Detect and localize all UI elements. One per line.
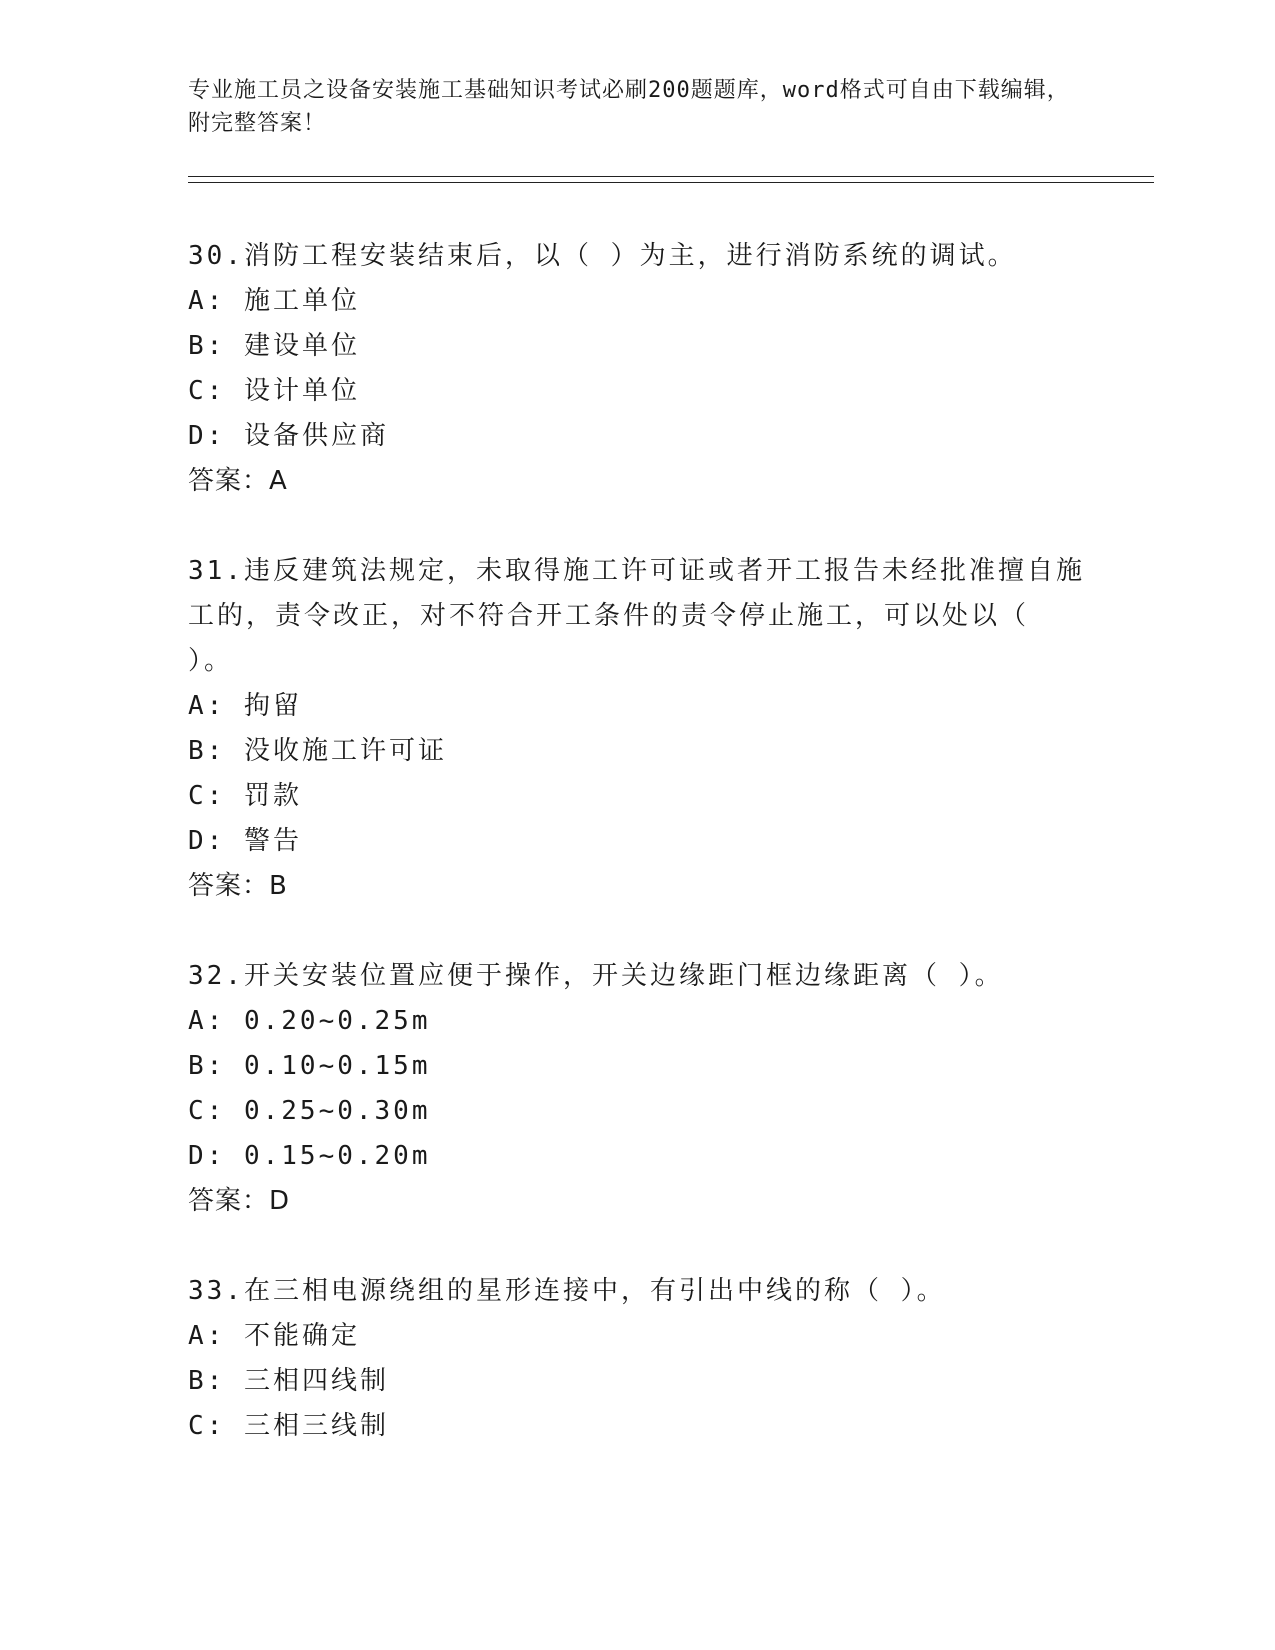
answer: 答案：B <box>188 871 288 901</box>
option-b: B: 建设单位 <box>188 331 360 361</box>
option-a: A: 拘留 <box>188 691 302 721</box>
question-30 <box>188 234 1088 504</box>
question-stem: 30.消防工程安装结束后，以（ ）为主，进行消防系统的调试。 <box>188 241 1017 271</box>
question-stem: 33.在三相电源绕组的星形连接中，有引出中线的称（ ）。 <box>188 1276 946 1306</box>
option-c: C: 0.25~0.30m <box>188 1096 431 1126</box>
question-31 <box>188 549 1088 909</box>
option-a: A: 不能确定 <box>188 1321 360 1351</box>
header-divider-top <box>188 176 1154 177</box>
option-a: A: 0.20~0.25m <box>188 1006 431 1036</box>
answer: 答案：D <box>188 1186 291 1216</box>
option-b: B: 没收施工许可证 <box>188 736 447 766</box>
option-d: D: 0.15~0.20m <box>188 1141 431 1171</box>
question-stem: 31.违反建筑法规定，未取得施工许可证或者开工报告未经批准擅自施工的，责令改正，对不符合开工条件的责令停止施工，可以处以（ ）。 <box>188 556 1085 676</box>
question-33 <box>188 1269 1088 1449</box>
option-b: B: 0.10~0.15m <box>188 1051 431 1081</box>
header-divider-bottom <box>188 182 1154 183</box>
question-32 <box>188 954 1088 1224</box>
question-stem: 32.开关安装位置应便于操作，开关边缘距门框边缘距离（ ）。 <box>188 961 1004 991</box>
option-c: C: 设计单位 <box>188 376 360 406</box>
answer: 答案：A <box>188 466 288 496</box>
option-d: D: 警告 <box>188 826 302 856</box>
document-title: 专业施工员之设备安装施工基础知识考试必刷200题题库，word格式可自由下载编辑，附完整答案！ <box>188 78 1070 136</box>
option-c: C: 罚款 <box>188 781 302 811</box>
question-list <box>188 234 1088 1494</box>
option-b: B: 三相四线制 <box>188 1366 389 1396</box>
option-c: C: 三相三线制 <box>188 1411 389 1441</box>
option-d: D: 设备供应商 <box>188 421 389 451</box>
option-a: A: 施工单位 <box>188 286 360 316</box>
